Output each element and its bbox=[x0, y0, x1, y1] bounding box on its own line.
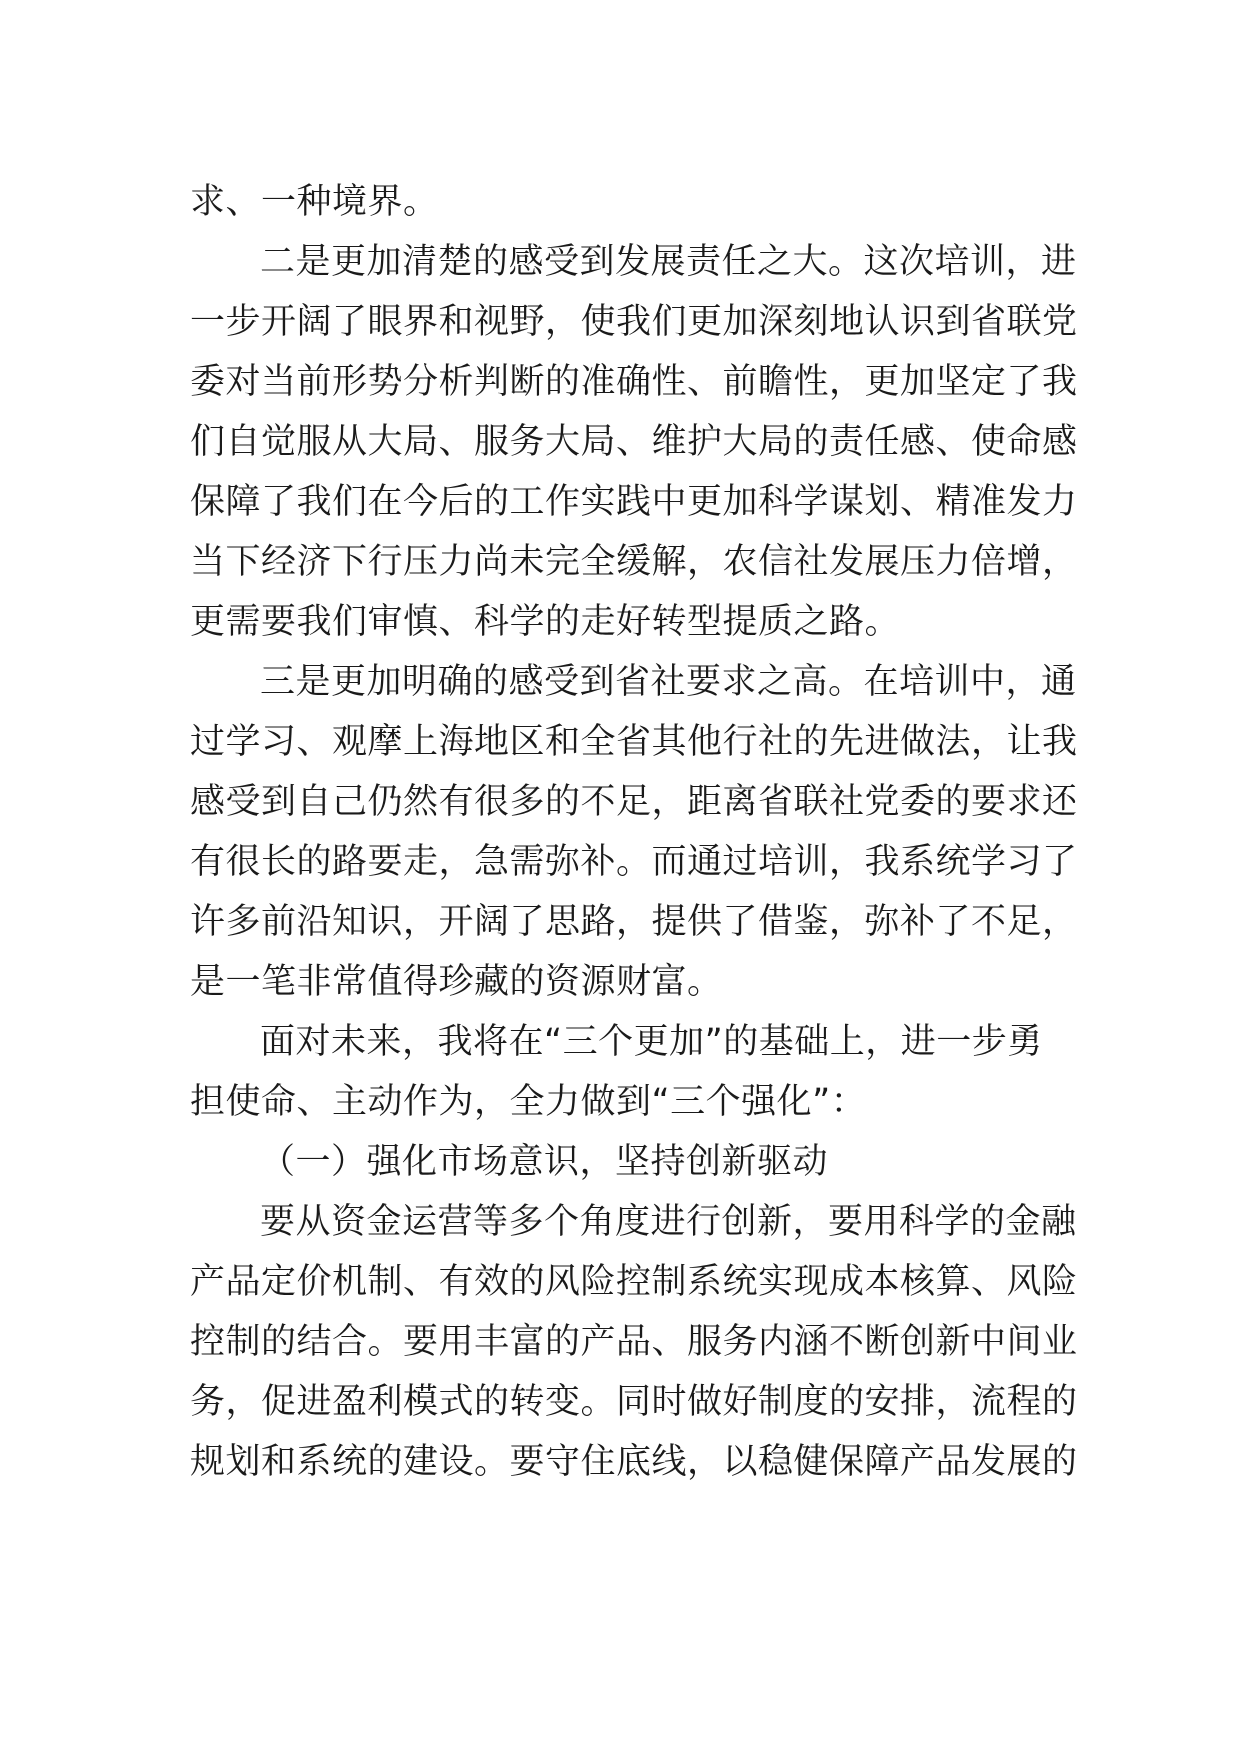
text-line: 更需要我们审慎、科学的走好转型提质之路。 bbox=[190, 602, 901, 642]
text-line: 面对未来，我将在“三个更加”的基础上，进一步勇 bbox=[260, 1022, 1043, 1062]
text-line: 产品定价机制、有效的风险控制系统实现成本核算、风险 bbox=[190, 1262, 1078, 1302]
text-line: 要从资金运营等多个角度进行创新，要用科学的金融 bbox=[260, 1202, 1077, 1242]
text-line: 规划和系统的建设。要守住底线，以稳健保障产品发展的 bbox=[190, 1442, 1078, 1482]
text-line: 控制的结合。要用丰富的产品、服务内涵不断创新中间业 bbox=[190, 1322, 1078, 1362]
text-line: 担使命、主动作为，全力做到“三个强化”： bbox=[190, 1082, 867, 1122]
text-line: 三是更加明确的感受到省社要求之高。在培训中，通 bbox=[260, 662, 1077, 702]
text-line: 感受到自己仍然有很多的不足，距离省联社党委的要求还 bbox=[190, 782, 1078, 822]
text-line: 过学习、观摩上海地区和全省其他行社的先进做法，让我 bbox=[190, 722, 1078, 762]
text-line: 是一笔非常值得珍藏的资源财富。 bbox=[190, 962, 723, 1002]
section-heading: （一）强化市场意识，坚持创新驱动 bbox=[260, 1142, 829, 1182]
text-line: 当下经济下行压力尚未完全缓解，农信社发展压力倍增， bbox=[190, 542, 1078, 582]
text-line: 求、一种境界。 bbox=[190, 182, 439, 222]
text-line: 务，促进盈利模式的转变。同时做好制度的安排，流程的 bbox=[190, 1382, 1078, 1422]
text-line: 保障了我们在今后的工作实践中更加科学谋划、精准发力 bbox=[190, 482, 1078, 522]
text-line: 一步开阔了眼界和视野，使我们更加深刻地认识到省联党 bbox=[190, 302, 1078, 342]
text-line: 许多前沿知识，开阔了思路，提供了借鉴，弥补了不足， bbox=[190, 902, 1078, 942]
text-line: 们自觉服从大局、服务大局、维护大局的责任感、使命感 bbox=[190, 422, 1078, 462]
text-line: 委对当前形势分析判断的准确性、前瞻性，更加坚定了我 bbox=[190, 362, 1078, 402]
text-line: 有很长的路要走，急需弥补。而通过培训，我系统学习了 bbox=[190, 842, 1078, 882]
text-line: 二是更加清楚的感受到发展责任之大。这次培训，进 bbox=[260, 242, 1077, 282]
